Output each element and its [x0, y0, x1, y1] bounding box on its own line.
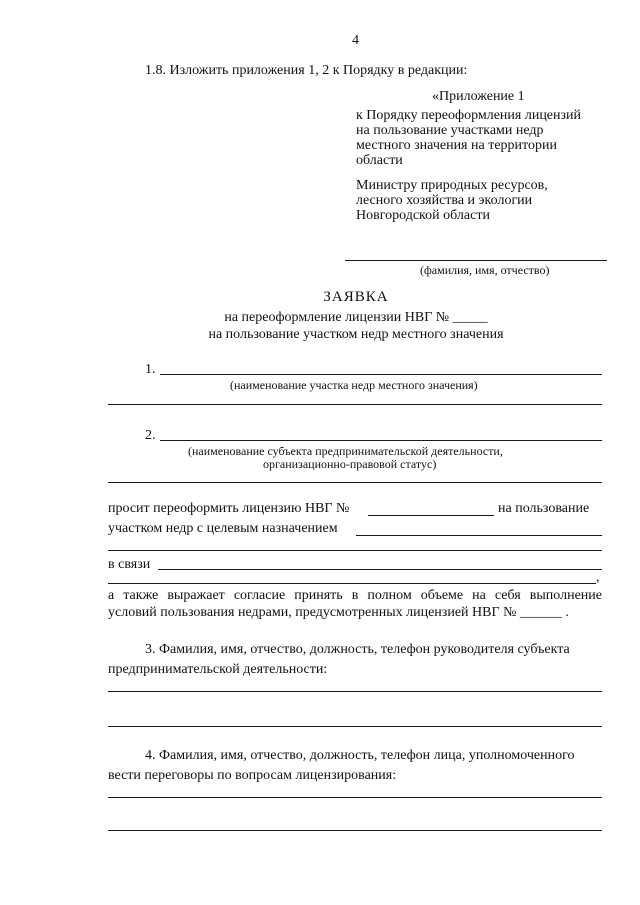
request-text-left: просит переоформить лицензию НВГ №	[108, 501, 350, 516]
addressee-line: Министру природных ресурсов,	[356, 178, 548, 193]
item1-caption: (наименование участка недр местного значения)	[230, 378, 478, 392]
in-connection-comma: ,	[596, 570, 600, 585]
appendix-line: на пользование участками недр	[356, 123, 544, 138]
item2-number: 2.	[145, 428, 156, 443]
page-number: 4	[352, 33, 359, 48]
intro-paragraph: 1.8. Изложить приложения 1, 2 к Порядку в редакции:	[145, 63, 468, 78]
purpose-field	[356, 535, 602, 536]
item4-field-line-2	[108, 830, 602, 831]
appendix-line: области	[356, 153, 403, 168]
heading-line-1: на переоформление лицензии НВГ № _____	[224, 310, 488, 325]
agreement-line-1: а также выражает согласие принять в полном объеме на себя выполнение	[108, 588, 602, 603]
item3-line-1: 3. Фамилия, имя, отчество, должность, телефон руководителя субъекта	[145, 642, 570, 657]
item3-field-line-2	[108, 726, 602, 727]
heading-line-2: на пользование участком недр местного значения	[208, 327, 504, 342]
fio-caption: (фамилия, имя, отчество)	[420, 263, 550, 277]
item4-field-line	[108, 797, 602, 798]
request-purpose-label: участком недр с целевым назначением	[108, 521, 338, 536]
addressee-line: Новгородской области	[356, 208, 490, 223]
item4-line-2: вести переговоры по вопросам лицензирования:	[108, 768, 397, 783]
in-connection-label: в связи	[108, 557, 151, 572]
item1-field-line-2	[108, 404, 602, 405]
item2-field-line	[160, 440, 602, 441]
item3-field-line	[108, 691, 602, 692]
appendix-line: к Порядку переоформления лицензий	[356, 108, 582, 123]
fio-underline	[345, 260, 607, 261]
item1-number: 1.	[145, 362, 156, 377]
request-text-right: на пользование	[498, 501, 590, 516]
appendix-line: местного значения на территории	[356, 138, 557, 153]
license-number-field	[368, 515, 494, 516]
item3-line-2: предпринимательской деятельности:	[108, 662, 328, 677]
agreement-line-2: условий пользования недрами, предусмотренных лицензией НВГ № ______ .	[108, 605, 569, 620]
item2-field-line-2	[108, 482, 602, 483]
purpose-field-line-2	[108, 550, 602, 551]
item2-caption-line-2: организационно-правовой статус)	[263, 457, 437, 471]
appendix-title: «Приложение 1	[432, 89, 525, 104]
addressee-line: лесного хозяйства и экологии	[356, 193, 533, 208]
item2-caption-line-1: (наименование субъекта предпринимательской деятельности,	[188, 444, 503, 458]
item4-line-1: 4. Фамилия, имя, отчество, должность, телефон лица, уполномоченного	[145, 748, 575, 763]
item1-field-line	[160, 374, 602, 375]
in-connection-field	[158, 569, 602, 570]
in-connection-field-line-2	[108, 583, 596, 584]
document-title: ЗАЯВКА	[323, 289, 389, 305]
